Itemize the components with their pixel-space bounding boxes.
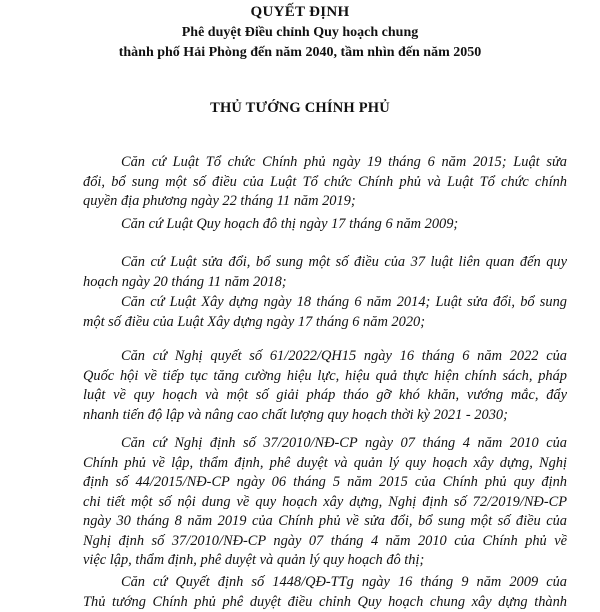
legal-basis-paragraph-7 — [83, 573, 567, 612]
paragraph-line: Căn cứ Luật Xây dựng ngày 18 tháng 6 năm 2014; Luật sửa đổi, bổ sung — [83, 293, 567, 313]
paragraph-line: Căn cứ Nghị định số 37/2010/NĐ-CP ngày 07 tháng 4 năm 2010 của — [83, 434, 567, 454]
legal-basis-paragraph-2 — [83, 215, 567, 235]
paragraph-line: quyền địa phương ngày 22 tháng 11 năm 2019; — [83, 192, 567, 212]
paragraph-line: định số 44/2015/NĐ-CP ngày 06 tháng 5 năm 2015 của Chính phủ quy định — [83, 473, 567, 493]
paragraph-line: Căn cứ Luật Tổ chức Chính phủ ngày 19 tháng 6 năm 2015; Luật sửa — [83, 153, 567, 173]
paragraph-line: hoạch ngày 20 tháng 11 năm 2018; — [83, 273, 567, 293]
legal-basis-paragraph-5 — [83, 347, 567, 425]
legal-basis-paragraph-3 — [83, 253, 567, 292]
document-title: QUYẾT ĐỊNH — [0, 4, 600, 21]
paragraph-line: Thủ tướng Chính phủ phê duyệt điều chỉnh Quy hoạch chung xây dựng thành — [83, 593, 567, 612]
paragraph-line: nhanh tiến độ lập và nâng cao chất lượng quy hoạch thời kỳ 2021 - 2030; — [83, 406, 567, 426]
paragraph-line: Căn cứ Quyết định số 1448/QĐ-TTg ngày 16 tháng 9 năm 2009 của — [83, 573, 567, 593]
paragraph-line: Căn cứ Luật sửa đổi, bổ sung một số điều của 37 luật liên quan đến quy — [83, 253, 567, 273]
paragraph-line: ngày 30 tháng 8 năm 2019 của Chính phủ về sửa đổi, bổ sung một số điều của — [83, 512, 567, 532]
legal-basis-paragraph-4 — [83, 293, 567, 332]
legal-basis-paragraph-6 — [83, 434, 567, 571]
paragraph-line: Quốc hội về tiếp tục tăng cường hiệu lực, hiệu quả thực hiện chính sách, pháp — [83, 367, 567, 387]
paragraph-line: Căn cứ Luật Quy hoạch đô thị ngày 17 tháng 6 năm 2009; — [83, 215, 567, 235]
paragraph-line: chi tiết một số nội dung về quy hoạch xây dựng, Nghị định số 72/2019/NĐ-CP — [83, 493, 567, 513]
paragraph-line: Chính phủ về lập, thẩm định, phê duyệt và quản lý quy hoạch xây dựng, Nghị — [83, 454, 567, 474]
paragraph-line: việc lập, thẩm định, phê duyệt và quản lý quy hoạch đô thị; — [83, 551, 567, 571]
issuing-authority: THỦ TƯỚNG CHÍNH PHỦ — [0, 100, 600, 117]
legal-basis-paragraph-1 — [83, 153, 567, 212]
paragraph-line: Căn cứ Nghị quyết số 61/2022/QH15 ngày 16 tháng 6 năm 2022 của — [83, 347, 567, 367]
paragraph-line: một số điều của Luật Xây dựng ngày 17 tháng 6 năm 2020; — [83, 313, 567, 333]
paragraph-line: Nghị định số 37/2010/NĐ-CP ngày 07 tháng 4 năm 2010 của Chính phủ về — [83, 532, 567, 552]
document-subtitle-line-1: Phê duyệt Điều chỉnh Quy hoạch chung — [0, 25, 600, 41]
paragraph-line: luật về quy hoạch và một số giải pháp tháo gỡ khó khăn, vướng mắc, đẩy — [83, 386, 567, 406]
document-subtitle-line-2: thành phố Hải Phòng đến năm 2040, tầm nhìn đến năm 2050 — [0, 45, 600, 61]
paragraph-line: đổi, bổ sung một số điều của Luật Tổ chức Chính phủ và Luật Tổ chức chính — [83, 173, 567, 193]
